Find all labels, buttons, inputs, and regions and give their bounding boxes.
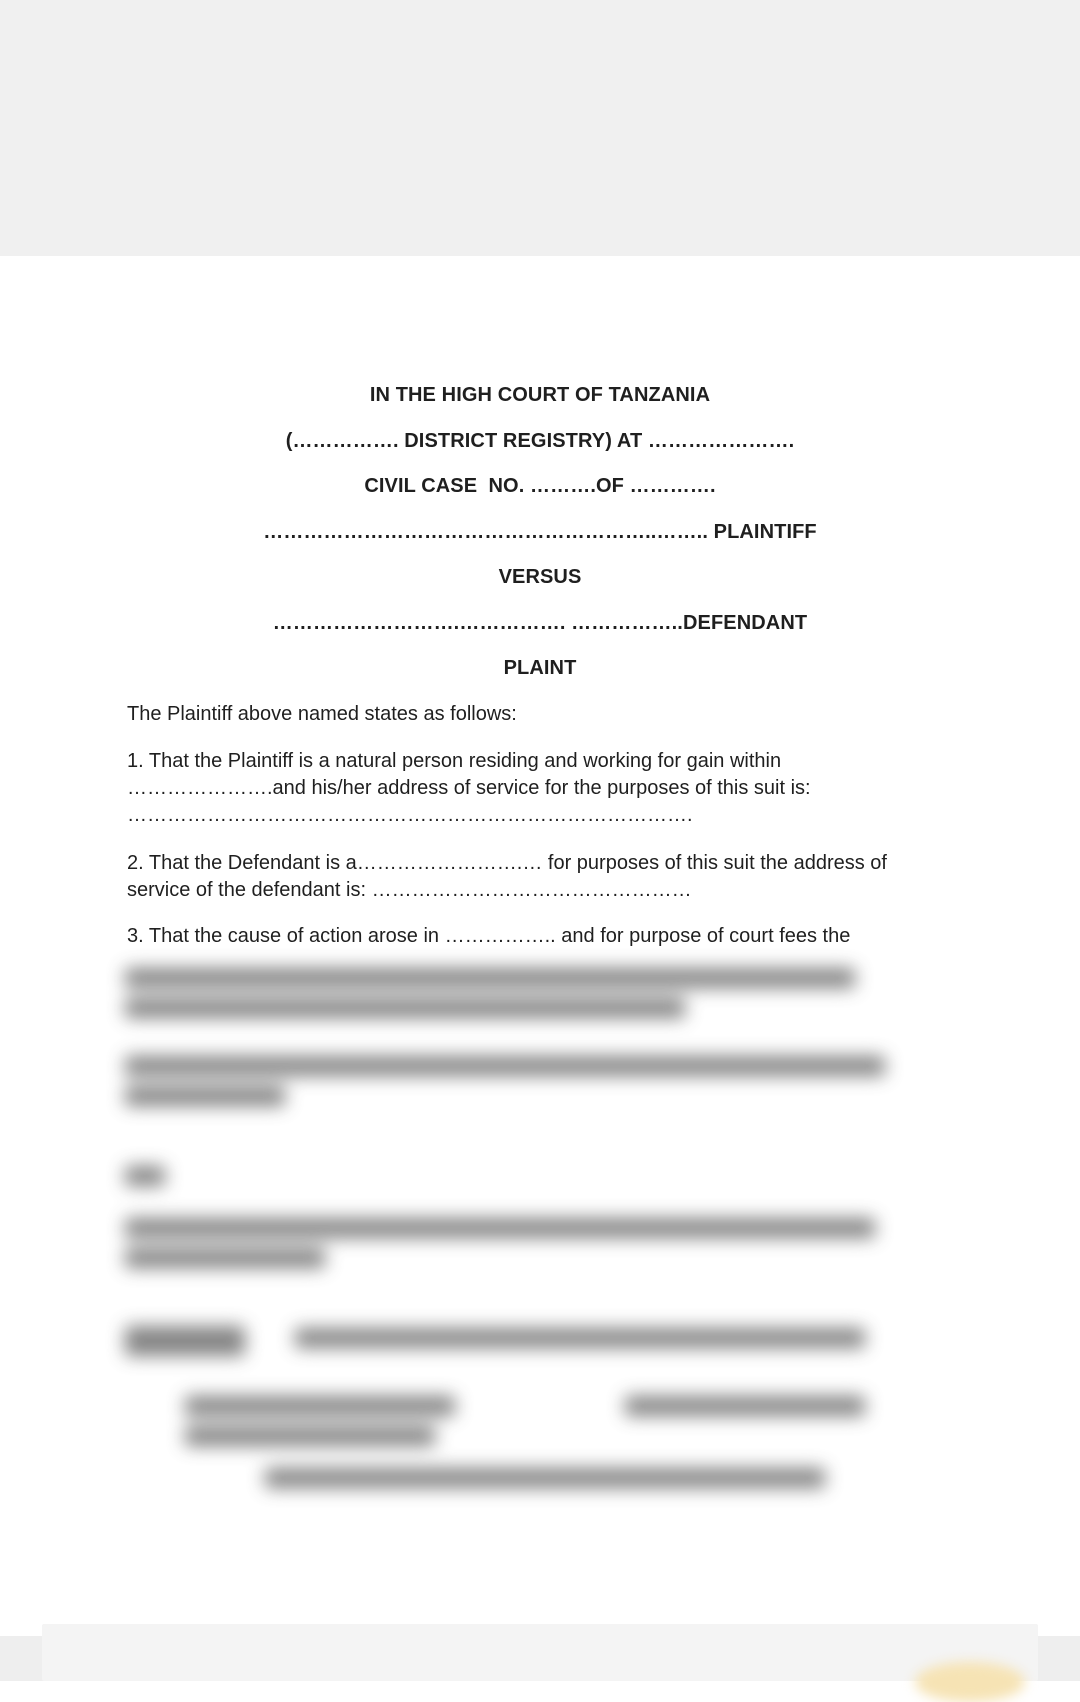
plaintiff-line: …………………………………………………..…….. PLAINTIFF bbox=[263, 521, 817, 543]
floating-action-hint bbox=[915, 1662, 1025, 1702]
paragraph-2 bbox=[127, 850, 957, 904]
paragraph-1-line: 1. That the Plaintiff is a natural person residing and working for gain within bbox=[127, 750, 782, 772]
defendant-line: ……………………….……………. ……………..DEFENDANT bbox=[272, 612, 808, 634]
next-page-edge bbox=[42, 1624, 1038, 1681]
paragraph-1 bbox=[127, 748, 957, 829]
blurred-preview-region bbox=[95, 956, 960, 1476]
paragraph-2-line: 2. That the Defendant is a…………………….… for purposes of this suit the address of bbox=[127, 852, 887, 874]
paragraph-1-line: ………………….and his/her address of service for the purposes of this suit is: bbox=[127, 777, 811, 799]
paragraph-1-line: …………………………………………………………………………. bbox=[127, 804, 693, 826]
paragraph-3 bbox=[127, 923, 957, 950]
viewer-top-background bbox=[0, 0, 1080, 256]
intro-paragraph: The Plaintiff above named states as follows: bbox=[127, 703, 517, 725]
versus-heading: VERSUS bbox=[498, 566, 582, 588]
registry-line: (……………. DISTRICT REGISTRY) AT …………………. bbox=[285, 430, 795, 452]
court-title: IN THE HIGH COURT OF TANZANIA bbox=[369, 384, 711, 406]
document-page bbox=[0, 256, 1080, 1636]
plaint-heading: PLAINT bbox=[503, 657, 577, 679]
case-number-line: CIVIL CASE NO. ……….OF …………. bbox=[364, 475, 716, 497]
paragraph-3-line: 3. That the cause of action arose in …………….. and for purpose of court fees the bbox=[127, 925, 851, 947]
paragraph-2-line: service of the defendant is: ………………………………………… bbox=[127, 879, 692, 901]
